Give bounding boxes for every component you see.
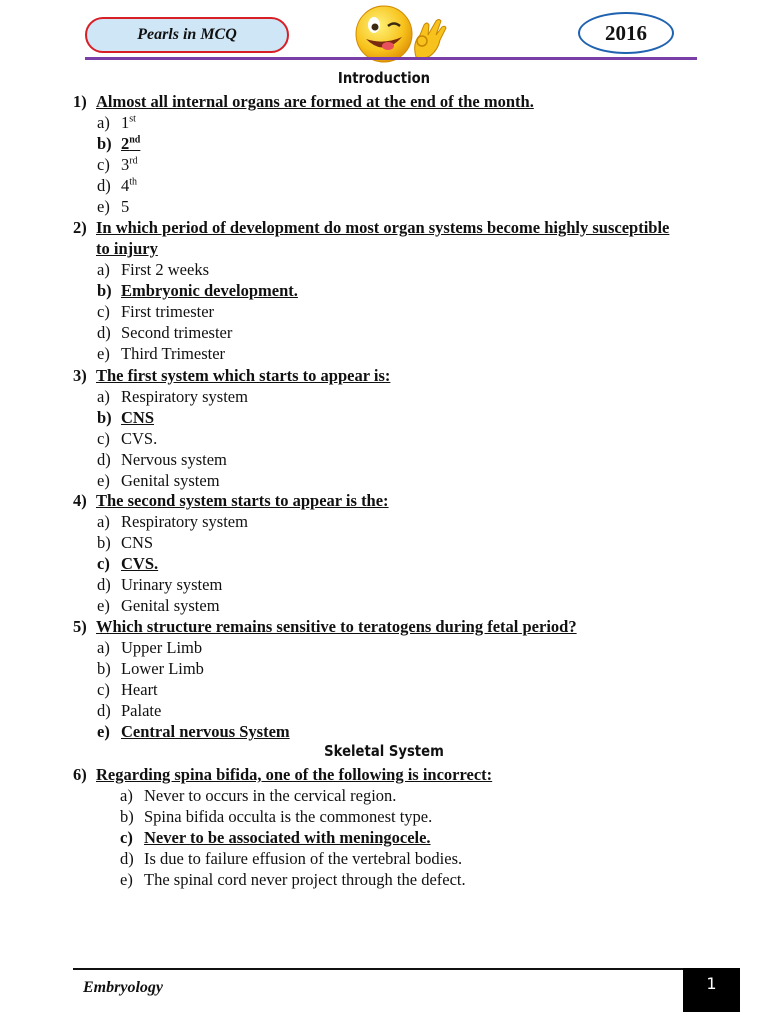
option-value: Third Trimester bbox=[121, 344, 226, 363]
option-value: Never to be associated with meningocele. bbox=[144, 828, 431, 847]
option-text bbox=[121, 554, 158, 573]
option-letter: b) bbox=[97, 659, 111, 678]
option-letter: a) bbox=[97, 113, 110, 132]
option-value: Genital system bbox=[121, 471, 220, 490]
option-value: Embryonic development. bbox=[121, 281, 298, 300]
option-text bbox=[121, 533, 153, 552]
option-value: Spina bifida occulta is the commonest type. bbox=[144, 807, 433, 826]
question-text: Which structure remains sensitive to teratogens during fetal period? bbox=[96, 617, 577, 636]
question-4 bbox=[73, 490, 683, 511]
option-text bbox=[121, 596, 220, 615]
option-value: Respiratory system bbox=[121, 387, 248, 406]
option-value: Palate bbox=[121, 701, 162, 720]
option-text bbox=[121, 408, 154, 427]
option-text bbox=[121, 260, 209, 279]
option-letter: b) bbox=[97, 281, 112, 300]
option-text bbox=[121, 701, 161, 720]
question-number: 2) bbox=[73, 218, 87, 237]
option-6-c bbox=[120, 827, 431, 848]
option-letter: e) bbox=[97, 471, 110, 490]
option-4-b bbox=[97, 532, 153, 553]
question-3 bbox=[73, 365, 683, 386]
option-text bbox=[121, 638, 202, 657]
option-6-b bbox=[120, 806, 432, 827]
question-number: 1) bbox=[73, 92, 87, 111]
option-5-a bbox=[97, 637, 202, 658]
option-3-c bbox=[97, 428, 157, 449]
option-value: First 2 weeks bbox=[121, 260, 209, 279]
option-5-e bbox=[97, 721, 290, 742]
option-2-a bbox=[97, 259, 209, 280]
option-letter: d) bbox=[97, 176, 111, 195]
year-badge bbox=[578, 12, 674, 54]
option-value: 3 bbox=[121, 155, 130, 174]
option-1-b bbox=[97, 133, 140, 154]
question-text: Regarding spina bifida, one of the following is incorrect: bbox=[96, 765, 493, 784]
option-value: Urinary system bbox=[121, 575, 223, 594]
option-value: Never to occurs in the cervical region. bbox=[144, 786, 397, 805]
option-text bbox=[121, 176, 137, 195]
question-number: 4) bbox=[73, 491, 87, 510]
option-1-c bbox=[97, 154, 138, 175]
option-text bbox=[121, 344, 225, 363]
option-5-c bbox=[97, 679, 158, 700]
option-4-e bbox=[97, 595, 220, 616]
option-6-a bbox=[120, 785, 396, 806]
option-letter: c) bbox=[97, 302, 110, 321]
option-letter: a) bbox=[120, 786, 133, 805]
option-value: First trimester bbox=[121, 302, 215, 321]
option-ordinal-suffix: th bbox=[129, 176, 138, 188]
option-text bbox=[121, 429, 157, 448]
option-value: Nervous system bbox=[121, 450, 227, 469]
question-2 bbox=[73, 217, 683, 259]
winking-face-ok-hand-icon bbox=[348, 5, 458, 63]
page-number-box bbox=[683, 968, 740, 1012]
question-text: Almost all internal organs are formed at the end of the month. bbox=[96, 92, 534, 111]
option-value: 5 bbox=[121, 197, 130, 216]
option-letter: a) bbox=[97, 387, 110, 406]
option-text bbox=[144, 807, 432, 826]
question-text: The first system which starts to appear is: bbox=[96, 366, 391, 385]
option-letter: b) bbox=[120, 807, 134, 826]
option-text bbox=[121, 155, 138, 174]
page-number: 1 bbox=[706, 974, 717, 993]
option-letter: e) bbox=[97, 197, 110, 216]
option-text bbox=[121, 575, 222, 594]
option-value: Central nervous System bbox=[121, 722, 290, 741]
question-6 bbox=[73, 764, 683, 785]
option-letter: e) bbox=[97, 344, 110, 363]
question-1 bbox=[73, 91, 683, 112]
option-text bbox=[121, 197, 129, 216]
footer-subject: Embryology bbox=[83, 979, 163, 996]
option-2-b bbox=[97, 280, 298, 301]
option-letter: d) bbox=[120, 849, 134, 868]
option-value: Second trimester bbox=[121, 323, 233, 342]
option-1-d bbox=[97, 175, 137, 196]
option-letter: a) bbox=[97, 512, 110, 531]
option-2-e bbox=[97, 343, 225, 364]
option-4-a bbox=[97, 511, 248, 532]
option-text bbox=[144, 870, 466, 889]
option-letter: a) bbox=[97, 260, 110, 279]
option-letter: d) bbox=[97, 701, 111, 720]
option-text bbox=[121, 512, 248, 531]
option-letter: d) bbox=[97, 450, 111, 469]
question-number: 6) bbox=[73, 765, 87, 784]
option-letter: a) bbox=[97, 638, 110, 657]
header-divider bbox=[85, 57, 697, 60]
option-letter: d) bbox=[97, 575, 111, 594]
option-1-a bbox=[97, 112, 136, 133]
option-text bbox=[121, 680, 158, 699]
option-text bbox=[144, 786, 396, 805]
option-text bbox=[121, 471, 220, 490]
option-text bbox=[121, 387, 248, 406]
question-text: In which period of development do most organ systems become highly susceptible to injury bbox=[96, 218, 670, 258]
option-letter: c) bbox=[97, 554, 110, 573]
option-letter: c) bbox=[97, 429, 110, 448]
option-text bbox=[121, 281, 298, 300]
option-letter: b) bbox=[97, 134, 112, 153]
option-value: CVS. bbox=[121, 554, 159, 573]
option-letter: e) bbox=[97, 722, 110, 741]
option-text bbox=[121, 450, 227, 469]
option-value: 1 bbox=[121, 113, 130, 132]
option-ordinal-suffix: rd bbox=[129, 155, 138, 167]
header-title: Pearls in MCQ bbox=[137, 26, 237, 43]
option-value: CNS bbox=[121, 408, 155, 427]
option-6-d bbox=[120, 848, 462, 869]
option-value: Is due to failure effusion of the vertebral bodies. bbox=[144, 849, 463, 868]
option-value: Respiratory system bbox=[121, 512, 248, 531]
year-label: 2016 bbox=[605, 20, 647, 45]
section-title-introduction: Introduction bbox=[337, 69, 431, 87]
option-value: Upper Limb bbox=[121, 638, 203, 657]
option-ordinal-suffix: nd bbox=[129, 134, 141, 146]
option-5-d bbox=[97, 700, 161, 721]
option-letter: c) bbox=[120, 828, 133, 847]
option-1-e bbox=[97, 196, 129, 217]
option-text bbox=[121, 134, 140, 153]
option-letter: c) bbox=[97, 155, 110, 174]
option-value: Heart bbox=[121, 680, 158, 699]
option-letter: c) bbox=[97, 680, 110, 699]
option-4-c bbox=[97, 553, 158, 574]
option-value: 4 bbox=[121, 176, 130, 195]
option-value: 2 bbox=[121, 134, 130, 153]
option-5-b bbox=[97, 658, 204, 679]
option-3-a bbox=[97, 386, 248, 407]
question-text: The second system starts to appear is the: bbox=[96, 491, 389, 510]
option-2-d bbox=[97, 322, 232, 343]
option-letter: e) bbox=[97, 596, 110, 615]
option-letter: b) bbox=[97, 533, 111, 552]
section-title-skeletal-system: Skeletal System bbox=[324, 742, 444, 760]
option-text bbox=[121, 302, 214, 321]
option-text bbox=[121, 659, 204, 678]
option-6-e bbox=[120, 869, 466, 890]
option-3-d bbox=[97, 449, 227, 470]
option-letter: e) bbox=[120, 870, 133, 889]
footer-divider bbox=[73, 968, 683, 970]
option-value: Genital system bbox=[121, 596, 220, 615]
option-text bbox=[121, 323, 232, 342]
question-5 bbox=[73, 616, 683, 637]
option-value: CVS. bbox=[121, 429, 158, 448]
option-3-e bbox=[97, 470, 220, 491]
option-letter: d) bbox=[97, 323, 111, 342]
option-text bbox=[144, 849, 462, 868]
option-text bbox=[121, 722, 290, 741]
option-text bbox=[144, 828, 431, 847]
header-title-badge bbox=[85, 17, 289, 53]
question-number: 3) bbox=[73, 366, 87, 385]
option-2-c bbox=[97, 301, 214, 322]
option-value: CNS bbox=[121, 533, 154, 552]
option-ordinal-suffix: st bbox=[129, 113, 136, 125]
option-text bbox=[121, 113, 136, 132]
option-3-b bbox=[97, 407, 154, 428]
question-number: 5) bbox=[73, 617, 87, 636]
option-letter: b) bbox=[97, 408, 112, 427]
option-4-d bbox=[97, 574, 222, 595]
option-value: The spinal cord never project through the defect. bbox=[144, 870, 466, 889]
option-value: Lower Limb bbox=[121, 659, 204, 678]
